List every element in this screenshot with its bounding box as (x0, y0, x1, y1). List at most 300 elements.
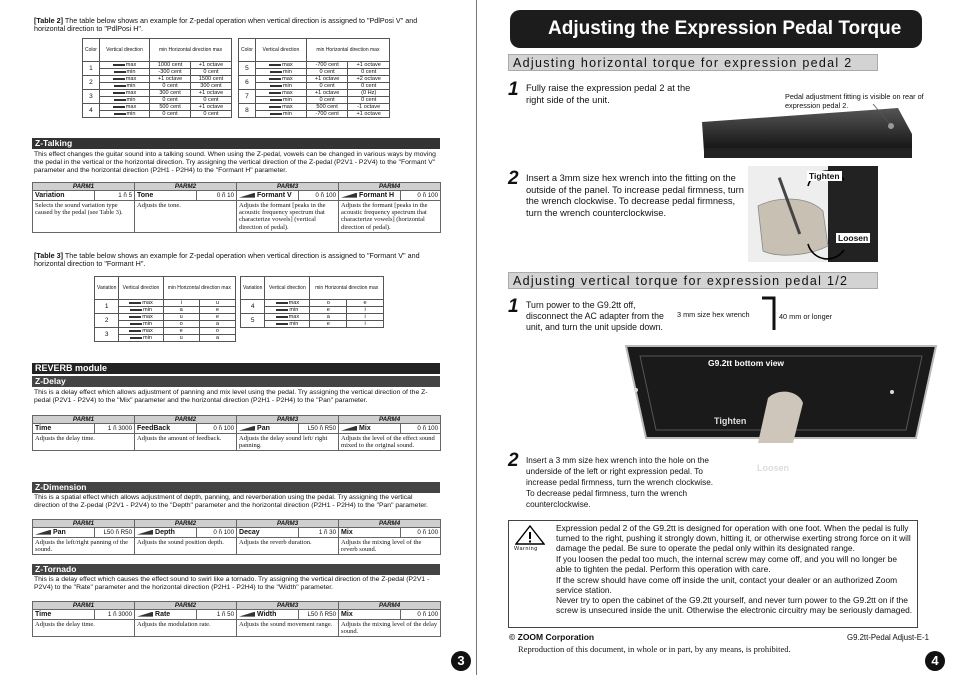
param-4-range: 0 ñ 100 (401, 424, 441, 434)
zdimension-param-table (32, 519, 441, 555)
pedal-position-icon (130, 309, 142, 311)
value-min-horizontal: +1 octave (348, 111, 390, 118)
section-vertical-torque: Adjusting vertical torque for expression pedal 1/2 (508, 272, 878, 289)
reproduction-notice: Reproduction of this document, in whole or in part, by any means, is prohibited. (518, 644, 791, 654)
pedal-max-cell (255, 90, 306, 97)
s2-step2-number: 2 (508, 450, 519, 471)
row-number: 4 (241, 300, 265, 314)
header-horizontal: Horizontal direction (324, 285, 368, 291)
param-2-range: 0 ñ 100 (197, 424, 237, 434)
header-max: max (212, 47, 223, 53)
pedal-max-cell (119, 300, 163, 307)
pedal-min-cell (255, 111, 306, 118)
pedal-max-cell (99, 76, 149, 83)
pedal-min-cell (119, 335, 163, 342)
warning-text-1: Expression pedal 2 of the G9.2tt is designed for operation with one foot. When the pedal is fully turned to the right, pushing it strongly down, hitting it, or otherwise exerting strong force on it will damage the pedal. Be sure to operate the pedal only within its designated range. (556, 523, 911, 553)
document-id: G9.2tt-Pedal Adjust-E-1 (847, 633, 929, 642)
param-3-name: Decay (239, 529, 260, 536)
param-1-name-cell (33, 191, 95, 201)
warning-label: Warning (514, 546, 538, 552)
pedal-position-icon (114, 99, 126, 101)
param-1-name: Time (35, 611, 52, 618)
value-max-vertical: u (163, 314, 199, 321)
param-1-description: Adjusts the delay time. (33, 620, 135, 637)
pedal-max-cell (255, 76, 306, 83)
pedal-assign-icon (137, 530, 153, 535)
param-3-range: L50 ñ R50 (299, 424, 339, 434)
pedal-max-cell (265, 314, 310, 321)
pedal-position-icon (276, 309, 288, 311)
value-max-vertical: +1 octave (306, 76, 348, 83)
param-4-name-cell (339, 528, 401, 538)
param-2-name-cell (135, 528, 197, 538)
row-number: 2 (83, 76, 100, 90)
param-header-3: PARM3 (237, 520, 339, 528)
unit-bottom-view-photo (618, 338, 944, 448)
pedal-min-cell (119, 321, 163, 328)
header-min: min (167, 285, 176, 291)
param-4-name-cell (339, 610, 401, 620)
pedal-min-label: min (143, 307, 153, 313)
pedal-assign-icon (239, 612, 255, 617)
param-2-name-cell (135, 610, 197, 620)
value-min-horizontal: 300 cent (191, 83, 232, 90)
value-max-horizontal: 1500 cent (191, 76, 232, 83)
pedal-position-icon (270, 85, 282, 87)
value-max-vertical: 1000 cent (150, 62, 191, 69)
param-1-name-cell (33, 528, 95, 538)
param-4-description: Adjusts the level of the effect sound mixed to the original sound. (339, 434, 441, 451)
param-4-name: Mix (359, 425, 371, 432)
zdimension-desc: This is a spatial effect which allows adjustment of depth, panning, and reverberation using the pedal. Try assigning the vertical direction of the Z-pedal (P2V1 - P2V4) to the "Depth" parameter and the horizontal direction (P2H1 - P2H4) to the "Pan" parameter. (34, 494, 428, 509)
param-header-4: PARM4 (339, 416, 441, 424)
value-max-vertical: o (310, 300, 347, 307)
pedal-max-label: max (125, 62, 137, 68)
pedal-min-cell (99, 111, 149, 118)
pedal-min-label: min (282, 69, 292, 75)
pedal-position-icon (269, 78, 281, 80)
pedal-position-icon (269, 64, 281, 66)
value-max-vertical: e (163, 328, 199, 335)
value-max-vertical: 500 cent (150, 104, 191, 111)
page-number-3: 3 (451, 651, 471, 671)
param-3-description: Adjusts the formant [peaks in the acoustic frequency spectrum that characterize vowels] (vertical direction of pedal). (237, 201, 339, 233)
pedal-min-label: min (126, 97, 136, 103)
table2-left (82, 38, 232, 118)
pedal-position-icon (269, 92, 281, 94)
param-3-range: 0 ñ 100 (299, 191, 339, 201)
header-horizontal: Horizontal direction (325, 47, 369, 53)
wrench-length-label: 40 mm or longer (779, 312, 833, 321)
param-2-description: Adjusts the amount of feedback. (135, 434, 237, 451)
value-max-horizontal: o (199, 328, 235, 335)
s1-step2-number: 2 (508, 168, 519, 189)
value-max-vertical: -700 cent (306, 62, 348, 69)
row-number: 5 (241, 314, 265, 328)
value-max-vertical: a (310, 314, 347, 321)
header-min: min (315, 285, 324, 291)
value-min-vertical: o (163, 321, 199, 328)
param-1-range: 1 ñ 3000 (95, 610, 135, 620)
pedal-max-cell (99, 104, 149, 111)
header-horizontal-group (163, 277, 235, 300)
pedal-position-icon (276, 302, 288, 304)
pedal-min-cell (99, 69, 149, 76)
zdelay-desc: This is a delay effect which allows adjustment of panning and mix level using the pedal. Try assigning the vertical direction of the Z-pedal (P2V1 - P2V4) to the "Mix" parameter and the horizontal direction (P2H1 - P2H4) to the "Pan" parameter. (34, 389, 428, 404)
param-header-3: PARM3 (237, 183, 339, 191)
param-2-name: FeedBack (137, 425, 171, 432)
value-min-vertical: 0 cent (150, 111, 191, 118)
param-3-name-cell (237, 528, 299, 538)
param-1-name: Variation (35, 192, 65, 199)
value-min-horizontal: 0 cent (348, 97, 390, 104)
header-color: Color (83, 39, 100, 62)
header-max: max (221, 285, 231, 291)
pedal-position-icon (113, 64, 125, 66)
param-4-range: 0 ñ 100 (401, 528, 441, 538)
reverb-module-title: REVERB module (32, 363, 440, 374)
value-min-vertical: 0 cent (306, 83, 348, 90)
s2-tighten-label: Tighten (714, 416, 747, 426)
pedal-min-label: min (289, 307, 299, 313)
zdelay-title: Z-Delay (32, 376, 440, 387)
row-number: 3 (95, 328, 119, 342)
param-1-name-cell (33, 424, 95, 434)
header-vertical: Vertical direction (265, 277, 310, 300)
pedal-max-cell (255, 104, 306, 111)
pedal-position-icon (269, 106, 281, 108)
row-number: 1 (95, 300, 119, 314)
value-min-horizontal: i (347, 307, 384, 314)
pedal-max-cell (119, 328, 163, 335)
pedal-max-cell (99, 90, 149, 97)
pedal-min-label: min (126, 83, 136, 89)
s2-step2-text: Insert a 3 mm size hex wrench into the hole on the underside of the left or right expression pedal. To increase pedal firmness, turn the wrench clockwise. To decrease pedal firmness, turn the wrench counterclockwise. (526, 456, 714, 509)
pedal-max-label: max (142, 300, 153, 306)
header-min: min (316, 47, 325, 53)
param-1-range: 1 ñ 3000 (95, 424, 135, 434)
pedal-position-icon (130, 337, 142, 339)
pedal-min-cell (265, 307, 310, 314)
param-1-description: Adjusts the delay time. (33, 434, 135, 451)
pedal-min-cell (255, 83, 306, 90)
pedal-max-cell (255, 62, 306, 69)
header-horizontal-group (306, 39, 389, 62)
param-3-name: Pan (257, 425, 270, 432)
table2-right (238, 38, 390, 118)
value-max-horizontal: +1 octave (348, 62, 390, 69)
pedal-min-label: min (282, 111, 292, 117)
value-max-horizontal: +2 octave (348, 76, 390, 83)
pedal-position-icon (276, 316, 288, 318)
s2-step1-number: 1 (508, 296, 519, 317)
pedal-assign-icon (137, 612, 153, 617)
param-3-name: Width (257, 611, 277, 618)
pedal-position-icon (129, 302, 141, 304)
value-min-horizontal: 0 cent (191, 97, 232, 104)
table3-right (240, 276, 384, 328)
value-max-horizontal: e (347, 300, 384, 307)
pedal-min-cell (99, 83, 149, 90)
param-header-2: PARM2 (135, 416, 237, 424)
table3-caption-text: The table below shows an example for Z-pedal operation when vertical direction is assigned to "Formant V" and horizontal direction to "Formant H". (34, 251, 420, 268)
value-max-horizontal: u (199, 300, 235, 307)
pedal-position-icon (129, 330, 141, 332)
pedal-max-label: max (282, 62, 293, 68)
pedal-min-cell (99, 97, 149, 104)
pedal-position-icon (114, 113, 126, 115)
param-3-range: 1 ñ 30 (299, 528, 339, 538)
pedal-assign-icon (239, 193, 255, 198)
param-3-name-cell (237, 424, 299, 434)
row-number: 7 (239, 90, 256, 104)
param-header-3: PARM3 (237, 602, 339, 610)
header-vertical: Vertical direction (99, 39, 149, 62)
value-min-vertical: u (163, 335, 199, 342)
pedal-assign-icon (341, 426, 357, 431)
value-min-horizontal: i (347, 321, 384, 328)
row-number: 6 (239, 76, 256, 90)
value-min-horizontal: 0 cent (348, 83, 390, 90)
param-4-name: Formant H (359, 192, 395, 199)
value-min-vertical: e (310, 307, 347, 314)
s1-note: Pedal adjustment fitting is visible on rear of expression pedal 2. (785, 92, 924, 110)
pedal-min-label: min (282, 97, 292, 103)
value-min-vertical: e (310, 321, 347, 328)
param-1-name-cell (33, 610, 95, 620)
pedal-position-icon (113, 78, 125, 80)
pedal-min-label: min (143, 335, 153, 341)
pedal-max-cell (99, 62, 149, 69)
zdimension-title: Z-Dimension (32, 482, 440, 493)
pedal-assign-icon (239, 426, 255, 431)
header-vertical: Vertical direction (255, 39, 306, 62)
param-header-1: PARM1 (33, 520, 135, 528)
pedal-position-icon (270, 71, 282, 73)
param-4-range: 0 ñ 100 (401, 610, 441, 620)
row-number: 3 (83, 90, 100, 104)
param-2-description: Adjusts the sound position depth. (135, 538, 237, 555)
header-max: max (368, 285, 379, 291)
header-variation: Variation (241, 277, 265, 300)
pedal-position-icon (129, 316, 141, 318)
param-3-name-cell (237, 610, 299, 620)
pedal-position-icon (130, 323, 142, 325)
pedal-min-label: min (282, 83, 292, 89)
param-3-description: Adjusts the delay sound left/ right panning. (237, 434, 339, 451)
s2-step1-text: Turn power to the G9.2tt off, disconnect the AC adapter from the unit, and turn the unit upside down. (526, 300, 664, 332)
value-max-horizontal: +1 octave (191, 62, 232, 69)
pedal-assign-icon (35, 530, 51, 535)
param-2-name: Tone (137, 192, 154, 199)
value-max-vertical: 300 cent (150, 90, 191, 97)
row-number: 1 (83, 62, 100, 76)
row-number: 8 (239, 104, 256, 118)
s1-tighten-label: Tighten (809, 171, 840, 181)
value-max-vertical: 500 cent (306, 104, 348, 111)
value-min-horizontal: 0 cent (191, 69, 232, 76)
value-min-vertical: -700 cent (306, 111, 348, 118)
param-2-range: 1 ñ 50 (197, 610, 237, 620)
param-4-name-cell (339, 424, 401, 434)
value-min-horizontal: 0 cent (191, 111, 232, 118)
pedal-max-cell (119, 314, 163, 321)
pedal-position-icon (113, 92, 125, 94)
param-header-4: PARM4 (339, 183, 441, 191)
pedal-max-label: max (282, 76, 293, 82)
bottom-view-label: G9.2tt bottom view (708, 358, 785, 368)
pedal-max-label: max (288, 300, 300, 306)
wrench-size-label: 3 mm size hex wrench (677, 310, 750, 319)
header-color: Color (239, 39, 256, 62)
row-number: 5 (239, 62, 256, 76)
ztalking-title: Z-Talking (32, 138, 440, 149)
s1-step1-number: 1 (508, 79, 519, 100)
table2-caption-label: [Table 2] (34, 16, 64, 25)
param-2-name: Rate (155, 611, 171, 618)
pedal-position-icon (114, 71, 126, 73)
value-min-horizontal: e (199, 307, 235, 314)
param-header-2: PARM2 (135, 183, 237, 191)
row-number: 2 (95, 314, 119, 328)
pedal-max-label: max (142, 328, 153, 334)
pedal-position-icon (276, 323, 288, 325)
s1-step1-text: Fully raise the expression pedal 2 at the right side of the unit. (526, 83, 691, 105)
param-3-range: L50 ñ R50 (299, 610, 339, 620)
param-header-3: PARM3 (237, 416, 339, 424)
pedal-max-label: max (288, 314, 300, 320)
param-2-description: Adjusts the tone. (135, 201, 237, 233)
param-2-name-cell (135, 191, 197, 201)
param-2-name-cell (135, 424, 197, 434)
value-max-vertical: +1 octave (150, 76, 191, 83)
section-horizontal-torque: Adjusting horizontal torque for expression pedal 2 (508, 54, 878, 71)
s1-loosen-label: Loosen (838, 233, 869, 243)
value-min-vertical: -300 cent (150, 69, 191, 76)
row-number: 4 (83, 104, 100, 118)
ztalking-desc: This effect changes the guitar sound into a talking sound. When using the Z-pedal, vowels can be changed in various ways by moving the pedal in the vertical or the horizontal direction. Try assigning the vertical direction of the Z-pedal (P2V1 - P2V4) to the "Formant V" parameter and the horizontal direction (P2H1 - P2H4) to the "Formant H" parameter. (34, 151, 436, 174)
value-min-vertical: 0 cent (306, 69, 348, 76)
param-1-range: L50 ñ R50 (95, 528, 135, 538)
param-3-name: Formant V (257, 192, 292, 199)
pedal-max-cell (265, 300, 310, 307)
header-horizontal-group (150, 39, 232, 62)
page-title: Adjusting the Expression Pedal Torque (510, 10, 922, 48)
pedal-max-label: max (125, 104, 137, 110)
value-min-horizontal: 0 cent (348, 69, 390, 76)
param-header-2: PARM2 (135, 520, 237, 528)
pedal-max-label: max (282, 90, 293, 96)
warning-text-2: If you loosen the pedal too much, the internal screw may come off, and you will no longer be able to tighten the pedal. Perform this operation with care. (556, 554, 898, 574)
param-2-range: 0 ñ 100 (197, 528, 237, 538)
param-4-name: Mix (341, 529, 353, 536)
param-4-description: Adjusts the mixing level of the delay sound. (339, 620, 441, 637)
zdelay-param-table (32, 415, 441, 451)
ztornado-desc: This is a delay effect which causes the effect sound to swirl like a tornado. Try assigning the vertical direction of the Z-pedal (P2V1 - P2V4) to the "Rate" parameter and the horizontal direction (P2H1 - P2H4) to the "Width" parameter. (34, 576, 430, 591)
param-header-1: PARM1 (33, 416, 135, 424)
param-2-description: Adjusts the modulation rate. (135, 620, 237, 637)
param-4-description: Adjusts the mixing level of the reverb sound. (339, 538, 441, 555)
s2-loosen-label: Loosen (757, 463, 790, 473)
table3-left (94, 276, 236, 342)
pedal-min-label: min (126, 69, 136, 75)
pedal-min-label: min (289, 321, 299, 327)
header-variation: Variation (95, 277, 119, 300)
page-divider (476, 0, 477, 675)
value-max-horizontal: i (347, 314, 384, 321)
param-header-4: PARM4 (339, 602, 441, 610)
pedal-min-cell (255, 97, 306, 104)
param-1-name: Pan (53, 529, 66, 536)
param-4-name-cell (339, 191, 401, 201)
value-min-vertical: a (163, 307, 199, 314)
pedal-min-cell (255, 69, 306, 76)
value-max-horizontal: -1 octave (348, 104, 390, 111)
param-header-4: PARM4 (339, 520, 441, 528)
value-min-horizontal: a (199, 335, 235, 342)
value-max-horizontal: e (199, 314, 235, 321)
pedal-position-icon (114, 85, 126, 87)
param-header-1: PARM1 (33, 602, 135, 610)
header-max: max (370, 47, 380, 53)
param-1-range: 1 ñ 5 (95, 191, 135, 201)
param-4-range: 0 ñ 100 (401, 191, 441, 201)
header-min: min (158, 47, 168, 53)
header-horizontal: Horizontal direction (168, 47, 212, 53)
copyright: © ZOOM Corporation (509, 632, 595, 642)
param-4-name: Mix (341, 611, 353, 618)
value-max-horizontal: +1 octave (191, 104, 232, 111)
warning-text-4: Never try to open the cabinet of the G9.2tt yourself, and never turn power to the G9.2tt on if the screw is unsecured inside the unit. Otherwise the electronic circuitry may be seriously damaged. (556, 595, 913, 615)
table3-caption (34, 252, 444, 268)
param-1-description: Selects the sound variation type caused by the pedal (see Table 3). (33, 201, 135, 233)
value-max-horizontal: +1 octave (191, 90, 232, 97)
param-1-description: Adjusts the left/right panning of the sound. (33, 538, 135, 555)
pedal-position-icon (113, 106, 125, 108)
warning-text-3: If the screw should have come off inside the unit, contact your dealer or an authorized Zoom service station. (556, 575, 898, 595)
pedal-max-label: max (125, 76, 137, 82)
param-3-description: Adjusts the reverb duration. (237, 538, 339, 555)
hex-wrench-icon (760, 294, 780, 334)
ztornado-param-table (32, 601, 441, 637)
pedal-max-label: max (142, 314, 153, 320)
param-2-range: 0 ñ 10 (197, 191, 237, 201)
pedal-min-label: min (143, 321, 153, 327)
value-min-vertical: 0 cent (306, 97, 348, 104)
pedal-side-photo (698, 104, 918, 164)
table3-caption-label: [Table 3] (34, 251, 64, 260)
param-2-name: Depth (155, 529, 175, 536)
s1-step2-text: Insert a 3mm size hex wrench into the fitting on the outside of the panel. To increase pedal firmness, turn the wrench clockwise. To decrease pedal firmness, turn the wrench counterclockwise. (526, 173, 744, 218)
pedal-position-icon (270, 113, 282, 115)
pedal-max-label: max (282, 104, 293, 110)
value-max-vertical: +1 octave (306, 90, 348, 97)
value-min-vertical: 0 cent (150, 97, 191, 104)
param-4-description: Adjusts the formant [peaks in the acoustic frequency spectrum that characterize vowels] (horizontal direction of pedal). (339, 201, 441, 233)
ztalking-param-table (32, 182, 441, 233)
value-min-horizontal: a (199, 321, 235, 328)
value-min-vertical: 0 cent (150, 83, 191, 90)
value-max-horizontal: (0 Hz) (348, 90, 390, 97)
pedal-max-label: max (125, 90, 137, 96)
pedal-assign-icon (341, 193, 357, 198)
pedal-min-cell (119, 307, 163, 314)
value-max-vertical: i (163, 300, 199, 307)
param-header-2: PARM2 (135, 602, 237, 610)
table2-caption (34, 17, 444, 33)
pedal-min-cell (265, 321, 310, 328)
header-horizontal-group (310, 277, 384, 300)
